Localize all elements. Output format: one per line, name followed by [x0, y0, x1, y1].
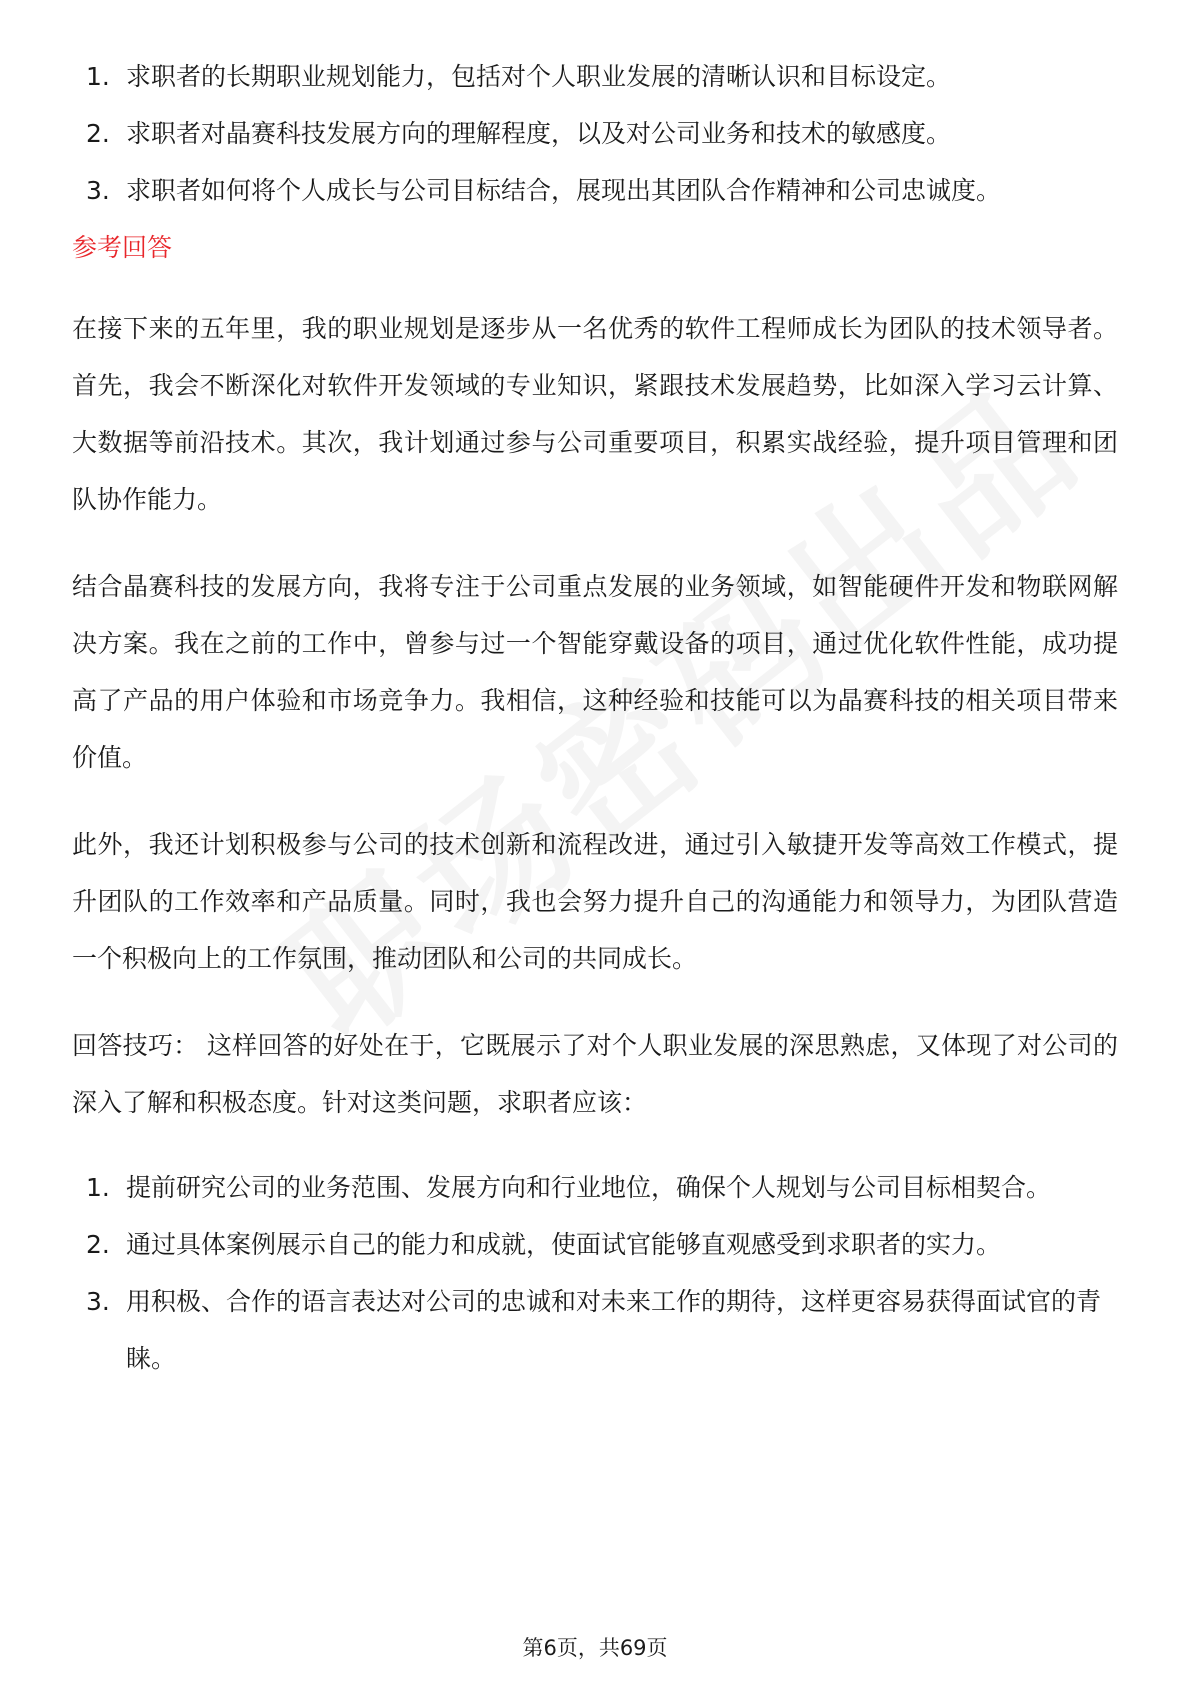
list-item-text: 通过具体案例展示自己的能力和成就，使面试官能够直观感受到求职者的实力。	[126, 1230, 1002, 1259]
list-item-text: 求职者的长期职业规划能力，包括对个人职业发展的清晰认识和目标设定。	[126, 62, 952, 91]
answer-paragraph: 结合晶赛科技的发展方向，我将专注于公司重点发展的业务领域，如智能硬件开发和物联网解决方案。我在之前的工作中，曾参与过一个智能穿戴设备的项目，通过优化软件性能，成功提高了产品的用户体验和市场竞争力。我相信，这种经验和技能可以为晶赛科技的相关项目带来价值。	[72, 572, 1118, 772]
list-number: 1.	[86, 1173, 110, 1202]
tips-list	[72, 1159, 1118, 1387]
list-item	[72, 1216, 1118, 1273]
answer-paragraph: 在接下来的五年里，我的职业规划是逐步从一名优秀的软件工程师成长为团队的技术领导者。首先，我会不断深化对软件开发领域的专业知识，紧跟技术发展趋势，比如深入学习云计算、大数据等前沿技术。其次，我计划通过参与公司重要项目，积累实战经验，提升项目管理和团队协作能力。	[72, 314, 1118, 514]
list-number: 2.	[86, 1230, 110, 1259]
page-number-footer: 第6页，共69页	[522, 1636, 668, 1660]
list-item-text: 求职者如何将个人成长与公司目标结合，展现出其团队合作精神和公司忠诚度。	[126, 176, 1002, 205]
list-item-text: 求职者对晶赛科技发展方向的理解程度，以及对公司业务和技术的敏感度。	[126, 119, 952, 148]
list-number: 1.	[86, 62, 110, 91]
list-item	[72, 1273, 1118, 1387]
answer-heading: 参考回答	[72, 233, 173, 262]
list-item	[72, 48, 1118, 105]
list-item-text: 提前研究公司的业务范围、发展方向和行业地位，确保个人规划与公司目标相契合。	[126, 1173, 1052, 1202]
list-number: 2.	[86, 119, 110, 148]
list-item-text: 用积极、合作的语言表达对公司的忠诚和对未来工作的期待，这样更容易获得面试官的青睐。	[126, 1287, 1102, 1373]
assessment-points-list	[72, 48, 1118, 219]
answer-paragraph: 此外，我还计划积极参与公司的技术创新和流程改进，通过引入敏捷开发等高效工作模式，提升团队的工作效率和产品质量。同时，我也会努力提升自己的沟通能力和领导力，为团队营造一个积极向上的工作氛围，推动团队和公司的共同成长。	[72, 830, 1118, 973]
list-number: 3.	[86, 1287, 110, 1316]
list-item	[72, 162, 1118, 219]
list-item	[72, 105, 1118, 162]
list-number: 3.	[86, 176, 110, 205]
tips-paragraph: 回答技巧： 这样回答的好处在于，它既展示了对个人职业发展的深思熟虑，又体现了对公司的深入了解和积极态度。针对这类问题，求职者应该：	[72, 1031, 1118, 1117]
page-content	[72, 48, 1118, 1387]
list-item	[72, 1159, 1118, 1216]
